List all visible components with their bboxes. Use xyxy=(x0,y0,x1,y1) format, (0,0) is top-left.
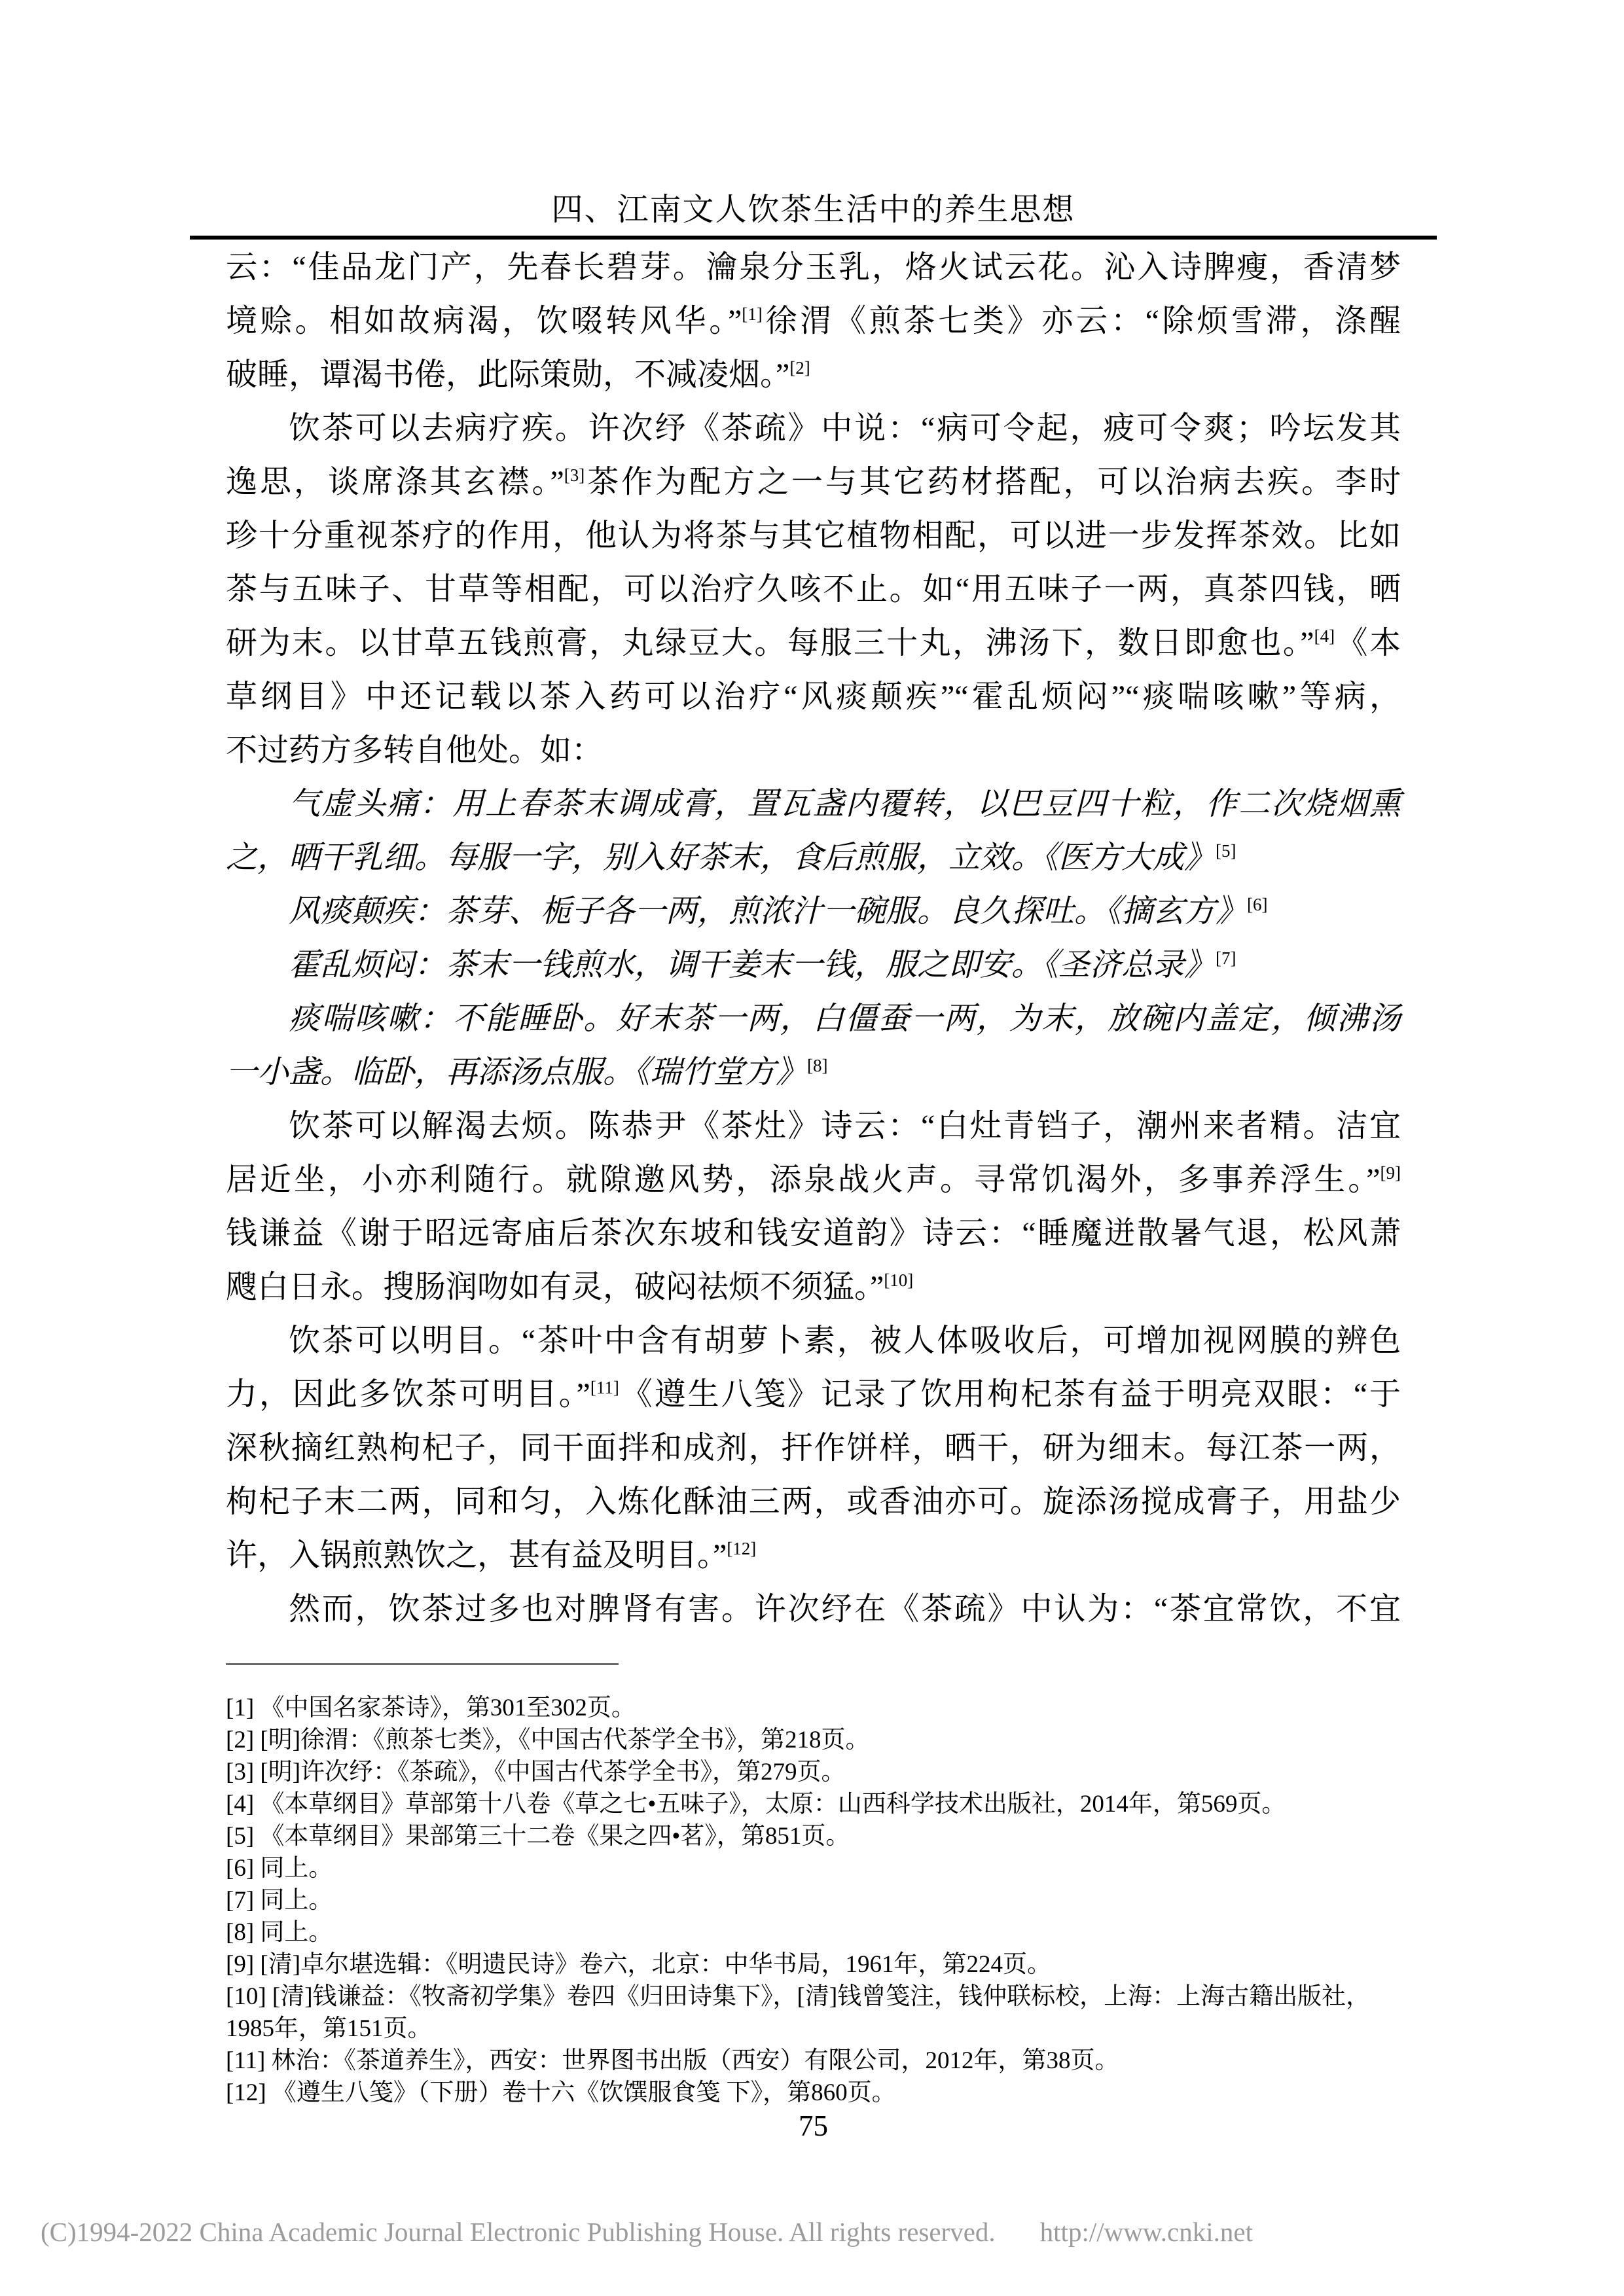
footnotes xyxy=(226,1692,1411,2109)
footnote-ref: [10] xyxy=(884,1270,914,1290)
footnote-line: [3] [明]许次纾：《茶疏》，《中国古代茶学全书》，第279页。 xyxy=(226,1759,846,1785)
footnote-separator xyxy=(226,1663,619,1665)
body-line: 不过药方多转自他处。如： xyxy=(226,733,604,768)
body-line: 珍十分重视茶疗的作用，他认为将茶与其它植物相配，可以进一步发挥茶效。比如 xyxy=(226,518,1401,553)
footnote-line: [6] 同上。 xyxy=(226,1855,333,1882)
body-line: 居近坐，小亦利随行。就隙邀风势，添泉战火声。寻常饥渴外，多事养浮生。”[9] xyxy=(226,1162,1401,1197)
body-line: 然而，饮茶过多也对脾肾有害。许次纾在《茶疏》中认为：“茶宜常饮，不宜 xyxy=(289,1592,1401,1626)
body-line: 境赊。相如故病渴，饮啜转风华。”[1]徐渭《煎茶七类》亦云：“除烦雪滞，涤醒 xyxy=(226,304,1401,338)
footnote-ref: [6] xyxy=(1247,895,1268,914)
footnote-ref: [8] xyxy=(807,1056,828,1075)
footnote-ref: [7] xyxy=(1216,948,1236,968)
body-line: 饮茶可以去病疗疾。许次纾《茶疏》中说：“病可令起，疲可令爽；吟坛发其 xyxy=(289,411,1401,446)
body-line: 逸思，谈席涤其玄襟。”[3]茶作为配方之一与其它药材搭配，可以治病去疾。李时 xyxy=(226,465,1401,499)
body-line: 力，因此多饮茶可明目。”[11]《遵生八笺》记录了饮用枸杞茶有益于明亮双眼：“于 xyxy=(226,1377,1401,1412)
body-line: 研为末。以甘草五钱煎膏，丸绿豆大。每服三十丸，沸汤下，数日即愈也。”[4]《本 xyxy=(226,626,1401,660)
footnote-line: [5] 《本草纲目》果部第三十二卷《果之四•茗》，第851页。 xyxy=(226,1823,850,1850)
page-number: 75 xyxy=(799,2109,828,2142)
body-line: 深秋摘红熟枸杞子，同干面拌和成剂，扞作饼样，晒干，研为细末。每江茶一两， xyxy=(226,1431,1401,1465)
body-line: 饮茶可以解渴去烦。陈恭尹《茶灶》诗云：“白灶青铛子，潮州来者精。洁宜 xyxy=(289,1109,1401,1143)
footnote-ref: [2] xyxy=(789,358,810,378)
body-line: 茶与五味子、甘草等相配，可以治疗久咳不止。如“用五味子一两，真茶四钱，晒 xyxy=(226,572,1401,607)
footnote-line: [10] [清]钱谦益：《牧斋初学集》卷四《归田诗集下》，[清]钱曾笺注，钱仲联标校，上海：上海古籍出版社， xyxy=(226,1983,1371,2010)
heading-rule xyxy=(190,236,1437,240)
footnote-ref: [1] xyxy=(742,304,763,324)
body-line: 饮茶可以明目。“茶叶中含有胡萝卜素，被人体吸收后，可增加视网膜的辨色 xyxy=(289,1323,1401,1358)
footnote-ref: [9] xyxy=(1380,1163,1401,1183)
body-line: 许，入锅煎熟饮之，甚有益及明目。”[12] xyxy=(226,1538,757,1573)
footnote-line: [2] [明]徐渭：《煎茶七类》，《中国古代茶学全书》，第218页。 xyxy=(226,1727,870,1753)
footnote-line: [7] 同上。 xyxy=(226,1887,333,1914)
body-line: 云：“佳品龙门产，先春长碧芽。瀹泉分玉乳，烙火试云花。沁入诗脾瘦，香清梦 xyxy=(226,250,1401,285)
footnote-line: [9] [清]卓尔堪选辑：《明遗民诗》卷六，北京：中华书局，1961年，第224页。 xyxy=(226,1951,1052,1978)
body-line: 一小盏。临卧，再添汤点服。《瑞竹堂方》[8] xyxy=(226,1055,828,1090)
footnote-ref: [12] xyxy=(727,1539,757,1558)
body-text xyxy=(226,241,1401,1636)
footnote-line: [1] 《中国名家茶诗》，第301至302页。 xyxy=(226,1695,636,1721)
footnote-line: [11] 林治：《茶道养生》，西安：世界图书出版（西安）有限公司，2012年，第38页。 xyxy=(226,2047,1119,2074)
page-footer xyxy=(41,2216,1598,2248)
copyright-text: (C)1994-2022 China Academic Journal Electronic Publishing House. All rights reserved. xyxy=(41,2217,996,2247)
footnote-ref: [11] xyxy=(590,1378,619,1397)
footnote-line: [4] 《本草纲目》草部第十八卷《草之七•五味子》，太原：山西科学技术出版社，2014年，第569页。 xyxy=(226,1791,1286,1818)
cnki-url[interactable]: http://www.cnki.net xyxy=(1039,2217,1253,2247)
body-line: 飕白日永。搜肠润吻如有灵，破闷祛烦不须猛。”[10] xyxy=(226,1270,914,1304)
body-line: 霍乱烦闷：茶末一钱煎水，调干姜末一钱，服之即安。《圣济总录》[7] xyxy=(289,948,1236,982)
body-line: 破睡，谭渴书倦，此际策勋，不减凌烟。”[2] xyxy=(226,357,810,392)
body-line: 钱谦益《谢于昭远寄庙后茶次东坡和钱安道韵》诗云：“睡魔迸散暑气退，松风萧 xyxy=(226,1216,1401,1251)
footnote-ref: [3] xyxy=(564,465,585,485)
section-heading: 四、江南文人饮茶生活中的养生思想 xyxy=(551,192,1075,227)
body-line: 痰喘咳嗽：不能睡卧。好末茶一两，白僵蚕一两，为末，放碗内盖定，倾沸汤 xyxy=(289,1001,1401,1036)
footnote-ref: [4] xyxy=(1314,626,1335,646)
footnote-line: 1985年，第151页。 xyxy=(226,2015,432,2042)
body-line: 草纲目》中还记载以茶入药可以治疗“风痰颠疾”“霍乱烦闷”“痰喘咳嗽”等病， xyxy=(226,679,1401,714)
body-line: 之，晒干乳细。每服一字，别入好茶末，食后煎服，立效。《医方大成》[5] xyxy=(226,840,1236,875)
footnote-line: [12] 《遵生八笺》（下册）卷十六《饮馔服食笺 下》，第860页。 xyxy=(226,2079,896,2106)
body-line: 枸杞子末二两，同和匀，入炼化酥油三两，或香油亦可。旋添汤搅成膏子，用盐少 xyxy=(226,1484,1401,1519)
body-line: 气虚头痛：用上春茶末调成膏，置瓦盏内覆转，以巴豆四十粒，作二次烧烟熏 xyxy=(289,787,1401,821)
footnote-line: [8] 同上。 xyxy=(226,1919,333,1946)
body-line: 风痰颠疾：茶芽、栀子各一两，煎浓汁一碗服。良久探吐。《摘玄方》[6] xyxy=(289,894,1268,929)
footnote-ref: [5] xyxy=(1216,841,1236,861)
